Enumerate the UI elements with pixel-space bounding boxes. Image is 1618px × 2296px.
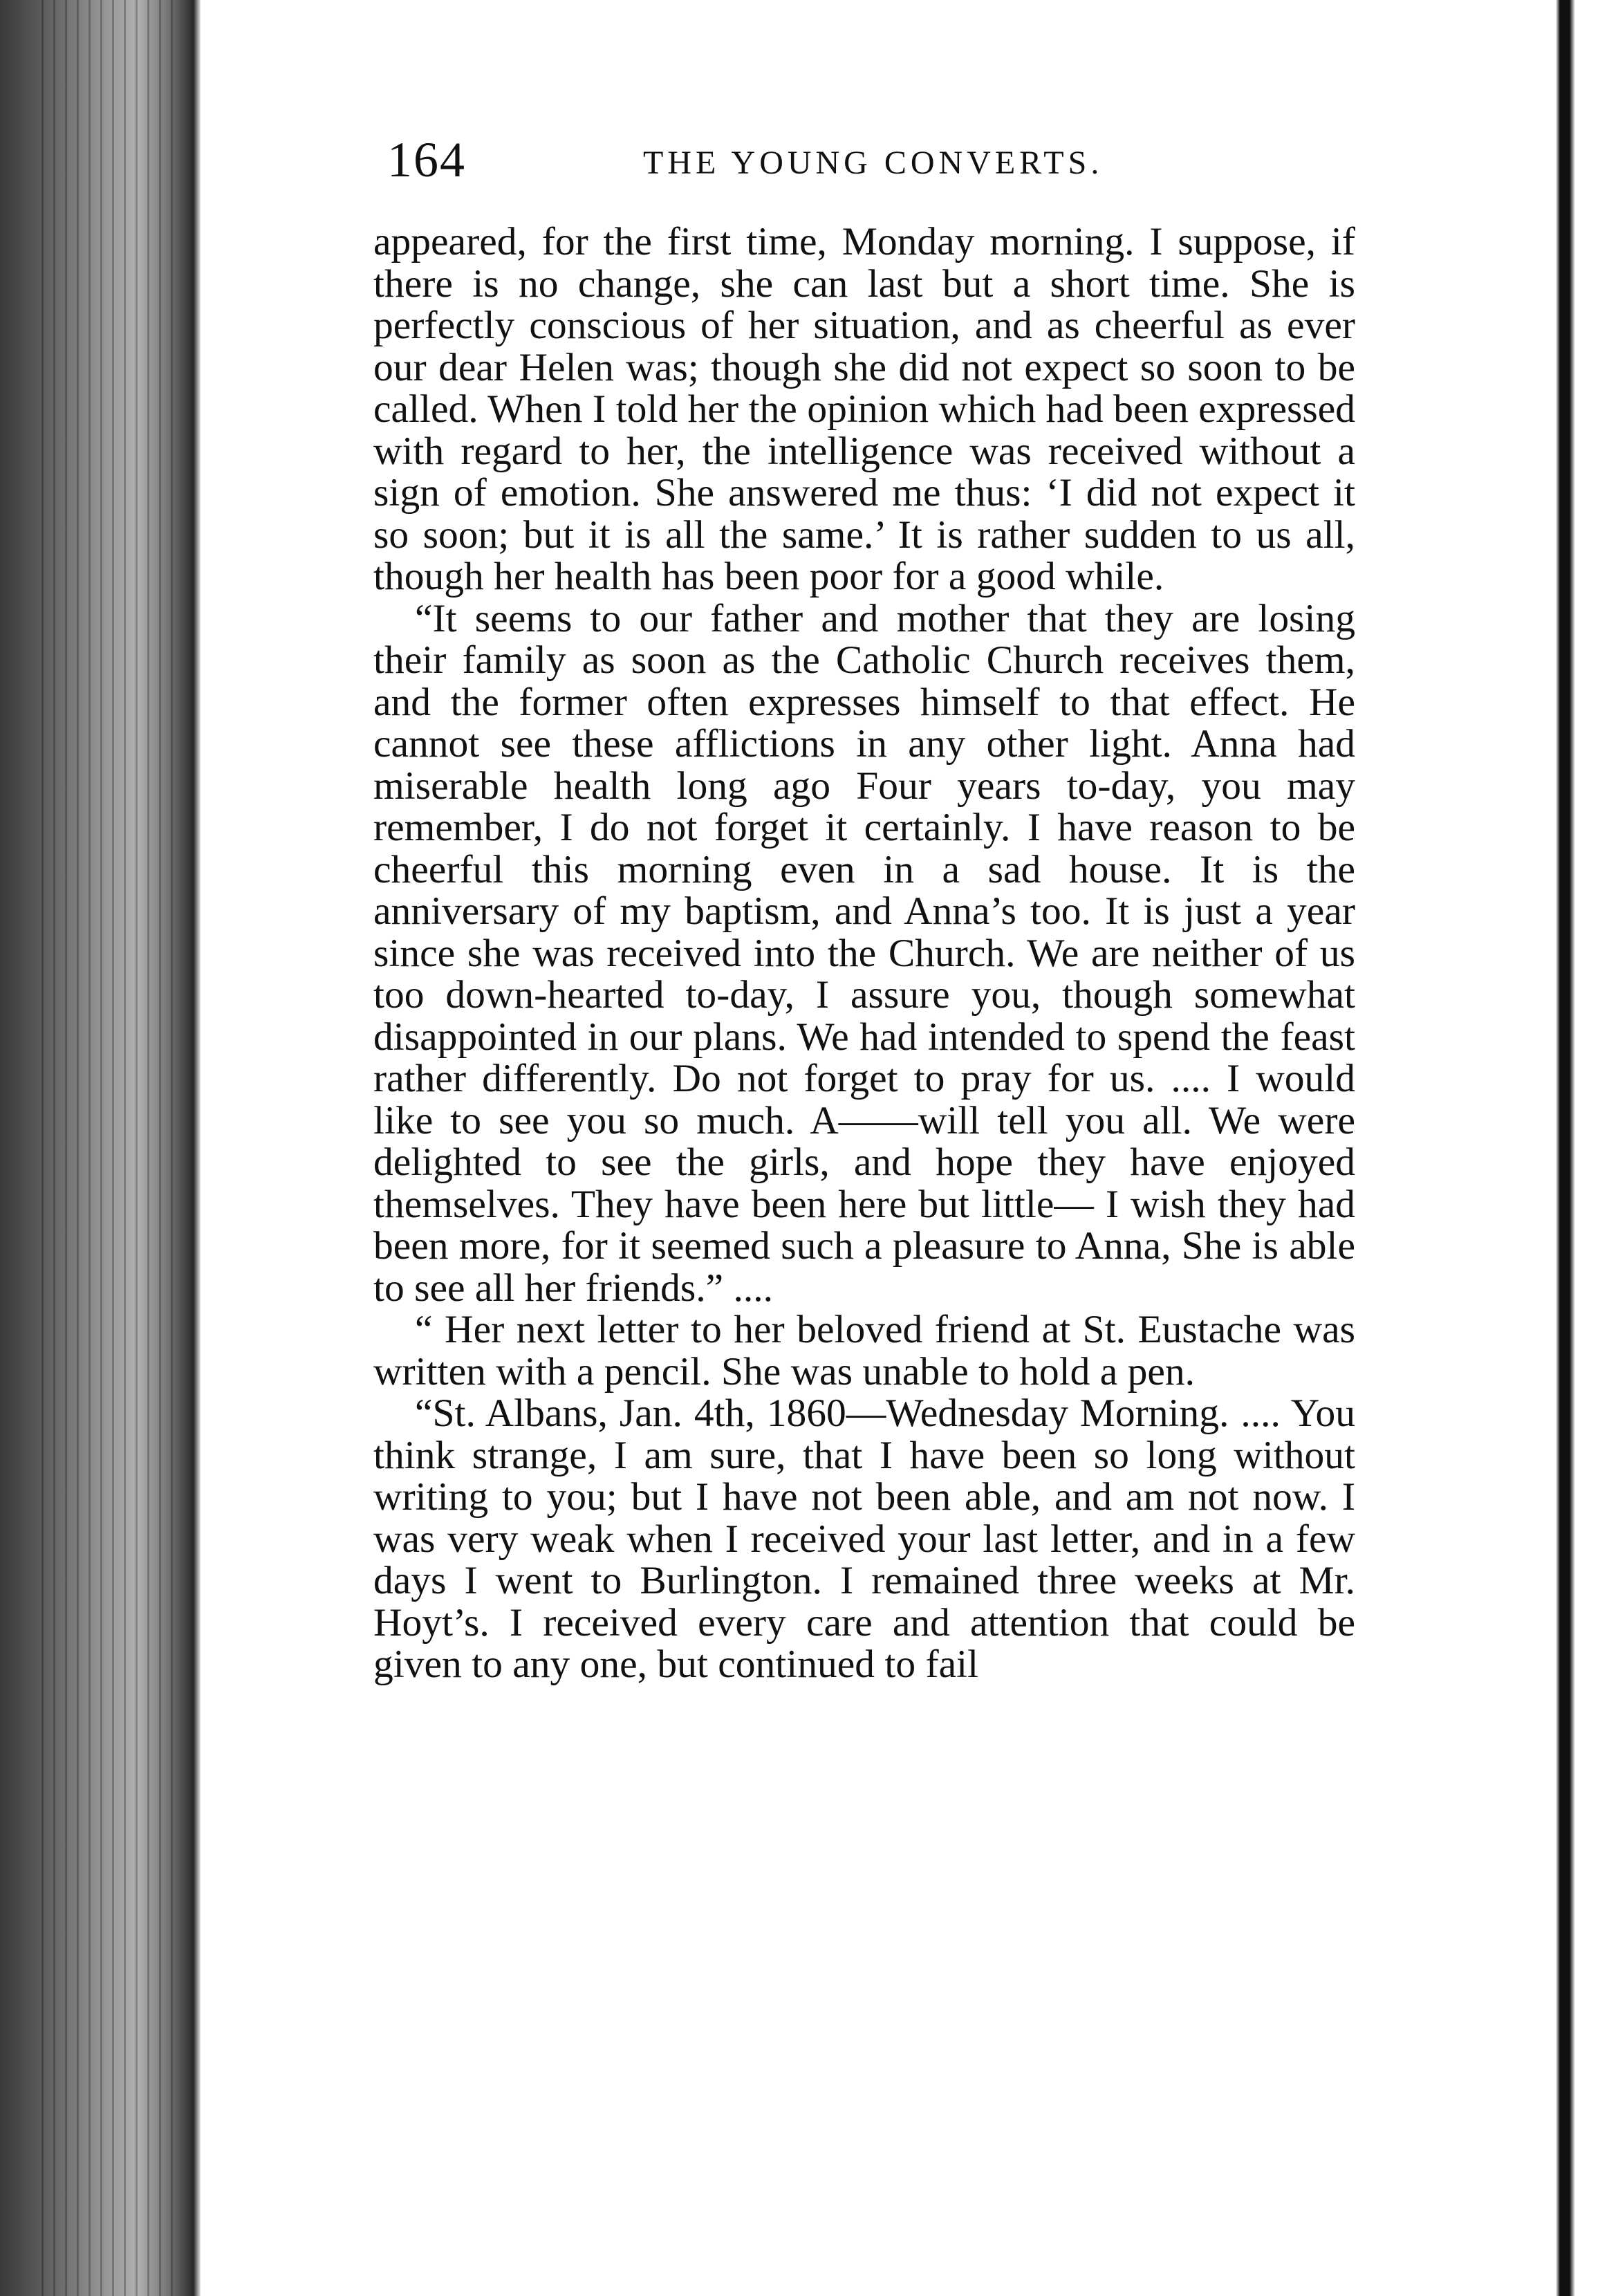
paragraph: “It seems to our father and mother that they are losing their family as soon as the Catholic Church receives them, and the former often expresses himself to that effect. He cannot see these afflictions in any other light. Anna had miserable health long ago Four years to-day, you may remember, I do not forget it certainly. I have reason to be cheerful this morning even in a sad house. It is the anniversary of my baptism, and Anna’s too. It is just a year since she was received into the Church. We are neither of us too down-hearted to-day, I assure you, though somewhat disappointed in our plans. We had intended to spend the feast rather differently. Do not forget to pray for us. .... I would like to see you so much. A——will tell you all. We were delighted to see the girls, and hope they have enjoyed themselves. They have been here but little— I wish they had been more, for it seemed such a pleasure to Anna, She is able to see all her friends.” .... — [373, 596, 1355, 1310]
facing-page-edge — [1521, 0, 1618, 2296]
running-head: THE YOUNG CONVERTS. — [643, 145, 1104, 181]
page-header — [373, 104, 1355, 187]
page-body — [373, 221, 1355, 1686]
book-page — [373, 104, 1355, 1686]
paragraph: “St. Albans, Jan. 4th, 1860—Wednesday Morning. .... You think strange, I am sure, that I have been so long without writing to you; but I have not been able, and am not now. I was very weak when I received your last letter, and in a few days I went to Burlington. I remained three weeks at Mr. Hoyt’s. I received every care and attention that could be given to any one, but continued to fail — [373, 1391, 1355, 1686]
page-number: 164 — [387, 132, 466, 187]
book-gutter — [0, 0, 201, 2296]
paragraph: “ Her next letter to her beloved friend at St. Eustache was written with a pencil. She was unable to hold a pen. — [373, 1308, 1355, 1394]
paragraph: appeared, for the first time, Monday morning. I suppose, if there is no change, she can last but a short time. She is perfectly conscious of her situation, and as cheerful as ever our dear Helen was; though she did not expect so soon to be called. When I told her the opinion which had been expressed with regard to her, the intelligence was received without a sign of emotion. She answered me thus: ‘I did not expect it so soon; but it is all the same.’ It is rather sudden to us all, though her health has been poor for a good while. — [373, 220, 1355, 598]
page-edges — [41, 0, 180, 2296]
